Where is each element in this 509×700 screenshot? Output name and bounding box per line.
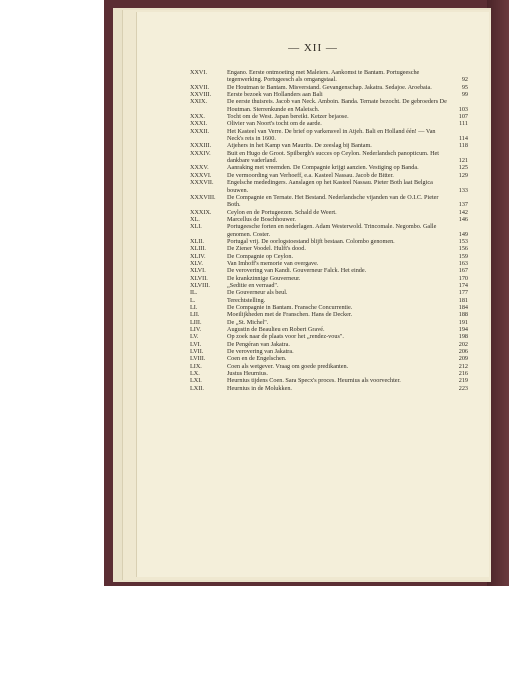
toc-entry [190, 84, 468, 91]
chapter-number: XLII. [190, 237, 204, 245]
chapter-title: De eerste thuisreis. Jacob van Neck. Amboin. Banda. Ternate bezocht. De gebroeders De Houtman. Sterrenkunde en Maleisch. [227, 98, 447, 113]
chapter-number: XLVI. [190, 267, 206, 275]
page-number: 142 [458, 208, 468, 216]
page-number: 153 [458, 237, 468, 245]
chapter-number: XLVII. [190, 274, 208, 282]
page-number: 170 [458, 274, 468, 282]
chapter-title: Portugal vrij. De oorlogstoestand blijft bestaan. Colombo genomen. [227, 237, 395, 245]
chapter-title: Het Kasteel van Verre. De brief op varkensvel in Atjeh. Bali en Holland één! — Van Neck's reis in 1600. [227, 127, 436, 143]
chapter-number: LV. [190, 333, 199, 341]
chapter-number: XXXIII. [190, 142, 212, 150]
toc-entry [190, 326, 468, 333]
toc-entry [190, 150, 468, 165]
chapter-number: L. [190, 296, 196, 304]
chapter-title: De Compagnie in Bantam. Fransche Concurrentie. [227, 304, 353, 311]
toc-entry [190, 385, 468, 392]
page-number: 206 [458, 348, 468, 356]
page-number: 223 [458, 384, 468, 392]
toc-entry [190, 245, 468, 252]
toc-entry [190, 142, 468, 149]
toc-entry [190, 297, 468, 304]
page-number: 146 [458, 215, 468, 223]
page-number: 167 [458, 267, 468, 275]
chapter-title: De Pengéran van Jakatra. [227, 340, 290, 348]
chapter-title: Van Imhoff's memorie van overgave. [227, 259, 319, 267]
toc-entry [190, 289, 468, 296]
page-number: 133 [458, 186, 468, 194]
chapter-title: De Compagnie en Ternate. Het Bestand. Nederlandsche vijanden van de O.I.C. Pieter Both. [227, 193, 439, 209]
toc-entry [190, 333, 468, 340]
chapter-number: XXXI. [190, 120, 208, 128]
toc-entry [190, 91, 468, 98]
chapter-number: XXVII. [190, 83, 210, 91]
chapter-title: Tocht om de West. Japan bereikt. Ketzer bejaose. [227, 113, 349, 121]
chapter-title: Engelsche mededingers. Aanslagen op het Kasteel Nassau. Pieter Both laat Belgica bouwen. [227, 179, 433, 194]
page-number: 118 [458, 142, 468, 150]
page-number: 212 [458, 362, 468, 370]
chapter-title: „Seditie en verraad". [227, 281, 279, 289]
toc-entry [190, 311, 468, 318]
toc-entry [190, 164, 468, 171]
page-number: 137 [458, 201, 468, 209]
page-number: 121 [458, 157, 468, 165]
page-number: 174 [458, 281, 468, 289]
chapter-number: LVII. [190, 348, 204, 356]
chapter-title: De vermoording van Verhoeff, e.a. Kasteel Nassau. Jacob de Bitter. [227, 171, 394, 179]
chapter-number: XLVIII. [190, 281, 210, 289]
page-header: — XII — [288, 42, 338, 54]
chapter-title: De krankzinnige Gouverneur. [227, 274, 301, 282]
page-number: 181 [458, 296, 468, 304]
chapter-title: Heurnius in de Molukken. [227, 384, 292, 392]
chapter-title: De Gouverneur als beul. [227, 289, 288, 297]
toc-entry [190, 377, 468, 384]
page-number: 129 [458, 171, 468, 179]
toc-entry [190, 209, 468, 216]
chapter-title: Buit en Hugo de Groot. Spilbergh's succes op Ceylon. Nederlandsch panopticum. Het dankbare vaderland. [227, 149, 440, 165]
chapter-number: LIV. [190, 326, 202, 334]
page-number: 202 [458, 340, 468, 348]
page-number: 177 [458, 289, 468, 297]
page-number: 149 [458, 230, 468, 238]
toc-entry [190, 363, 468, 370]
page-number: 184 [458, 304, 468, 311]
toc-entry [190, 113, 468, 120]
table-of-contents [190, 69, 468, 392]
chapter-number: XLIII. [190, 245, 206, 253]
chapter-title: Aanraking met vreemden. De Compagnie krijgt aanzien. Vestiging op Banda. [227, 164, 419, 172]
toc-entry [190, 341, 468, 348]
toc-entry [190, 348, 468, 355]
chapter-number: XXXIV. [190, 149, 211, 157]
chapter-title: De „St. Michel". [227, 318, 269, 326]
page-number: 99 [461, 91, 468, 99]
chapter-number: XL. [190, 215, 200, 223]
page-number: 111 [459, 120, 468, 128]
page-number: 191 [458, 318, 468, 326]
page-number: 95 [461, 83, 468, 91]
toc-entry [190, 282, 468, 289]
toc-entry [190, 69, 468, 84]
page-number: 209 [458, 355, 468, 363]
chapter-title: De Compagnie op Ceylon. [227, 252, 293, 260]
toc-entry [190, 194, 468, 209]
chapter-number: XXVI. [190, 69, 208, 76]
chapter-number: LIII. [190, 318, 202, 326]
toc-entry [190, 223, 468, 238]
page-number: 194 [458, 326, 468, 334]
toc-entry [190, 98, 468, 113]
chapter-number: XXXV. [190, 164, 209, 172]
chapter-number: XXXVII. [190, 179, 214, 187]
chapter-number: XXVIII. [190, 91, 212, 99]
chapter-number: XXX. [190, 113, 205, 121]
page-number: 216 [458, 370, 468, 378]
toc-entry [190, 370, 468, 377]
toc-entry [190, 238, 468, 245]
chapter-number: IL. [190, 289, 198, 297]
page-number: 159 [458, 252, 468, 260]
page-number: 114 [458, 135, 468, 143]
chapter-number: XXIX. [190, 98, 208, 106]
toc-entry [190, 128, 468, 143]
chapter-title: Olivier van Noort's tocht om de aarde. [227, 120, 322, 128]
toc-entry [190, 260, 468, 267]
toc-entry [190, 253, 468, 260]
chapter-title: Engano. Eerste ontmoeting met Maleiers. Aankomst te Bantam. Portugeesche tegenwerking. Portugeesch als omgangstaal. [227, 69, 420, 84]
chapter-number: LIX. [190, 362, 202, 370]
book-page [136, 12, 489, 577]
chapter-number: LXII. [190, 384, 204, 392]
page-number: 107 [458, 113, 468, 121]
page-number: 103 [458, 105, 468, 113]
chapter-title: Augustin de Beaulieu en Robert Gravé. [227, 326, 325, 334]
page-number: 156 [458, 245, 468, 253]
chapter-number: XXXVIII. [190, 193, 216, 201]
chapter-number: XLI. [190, 223, 202, 231]
chapter-title: Op zoek naar de plaats voor het „rendez-vous". [227, 333, 344, 341]
chapter-title: Moeilijkheden met de Franschen. Hans de Decker. [227, 311, 353, 319]
chapter-title: Atjehers in het Kamp van Maurits. De zeeslag bij Bantam. [227, 142, 372, 150]
toc-entry [190, 179, 468, 194]
chapter-number: XXXII. [190, 127, 210, 135]
page-number: 198 [458, 333, 468, 341]
chapter-number: LVIII. [190, 355, 206, 363]
toc-entry [190, 355, 468, 362]
toc-entry [190, 304, 468, 311]
toc-entry [190, 275, 468, 282]
chapter-title: De verovering van Kandi. Gouverneur Falck. Het einde. [227, 267, 367, 275]
chapter-number: XLV. [190, 259, 203, 267]
chapter-title: Eerste bezoek van Hollanders aan Bali [227, 91, 323, 99]
chapter-number: LX. [190, 370, 200, 378]
chapter-title: Justus Heurnius. [227, 370, 268, 378]
chapter-title: Portugeesche forten en nederlagen. Adam Westerwold. Trincomale. Negombo. Galle genomen. Coster. [227, 223, 437, 238]
page-number: 219 [458, 377, 468, 385]
chapter-title: De Ziener Voodel. Hulft's dood. [227, 245, 306, 253]
chapter-title: Heurnius tijdens Coen. Sara Specx's proces. Heurnius als voorvechter. [227, 377, 401, 385]
toc-entry [190, 267, 468, 274]
chapter-number: LXI. [190, 377, 202, 385]
chapter-title: De Houtman te Bantam. Misverstand. Gevangenschap. Jakatra. Sedajoe. Aroebaia. [227, 83, 432, 91]
chapter-number: LI. [190, 304, 198, 311]
chapter-title: Marcellus de Boschhouwer. [227, 215, 296, 223]
toc-entry [190, 120, 468, 127]
chapter-title: Coen als wetgever. Vraag om goede predikanten. [227, 362, 349, 370]
chapter-title: Ceylon en de Portugeezen. Schald de Weert. [227, 208, 337, 216]
page-number: 125 [458, 164, 468, 172]
page-number: 163 [458, 259, 468, 267]
chapter-number: LII. [190, 311, 200, 319]
chapter-number: XXXIX. [190, 208, 212, 216]
toc-entry [190, 216, 468, 223]
page-number: 92 [461, 76, 468, 84]
toc-entry [190, 319, 468, 326]
chapter-title: Coen en de Engelschen. [227, 355, 287, 363]
chapter-title: De verovering van Jakatra. [227, 348, 294, 356]
chapter-title: Terechtstelling. [227, 296, 266, 304]
chapter-number: XLIV. [190, 252, 206, 260]
chapter-number: XXXVI. [190, 171, 212, 179]
toc-entry [190, 172, 468, 179]
page-number: 188 [458, 311, 468, 319]
chapter-number: LVI. [190, 340, 202, 348]
